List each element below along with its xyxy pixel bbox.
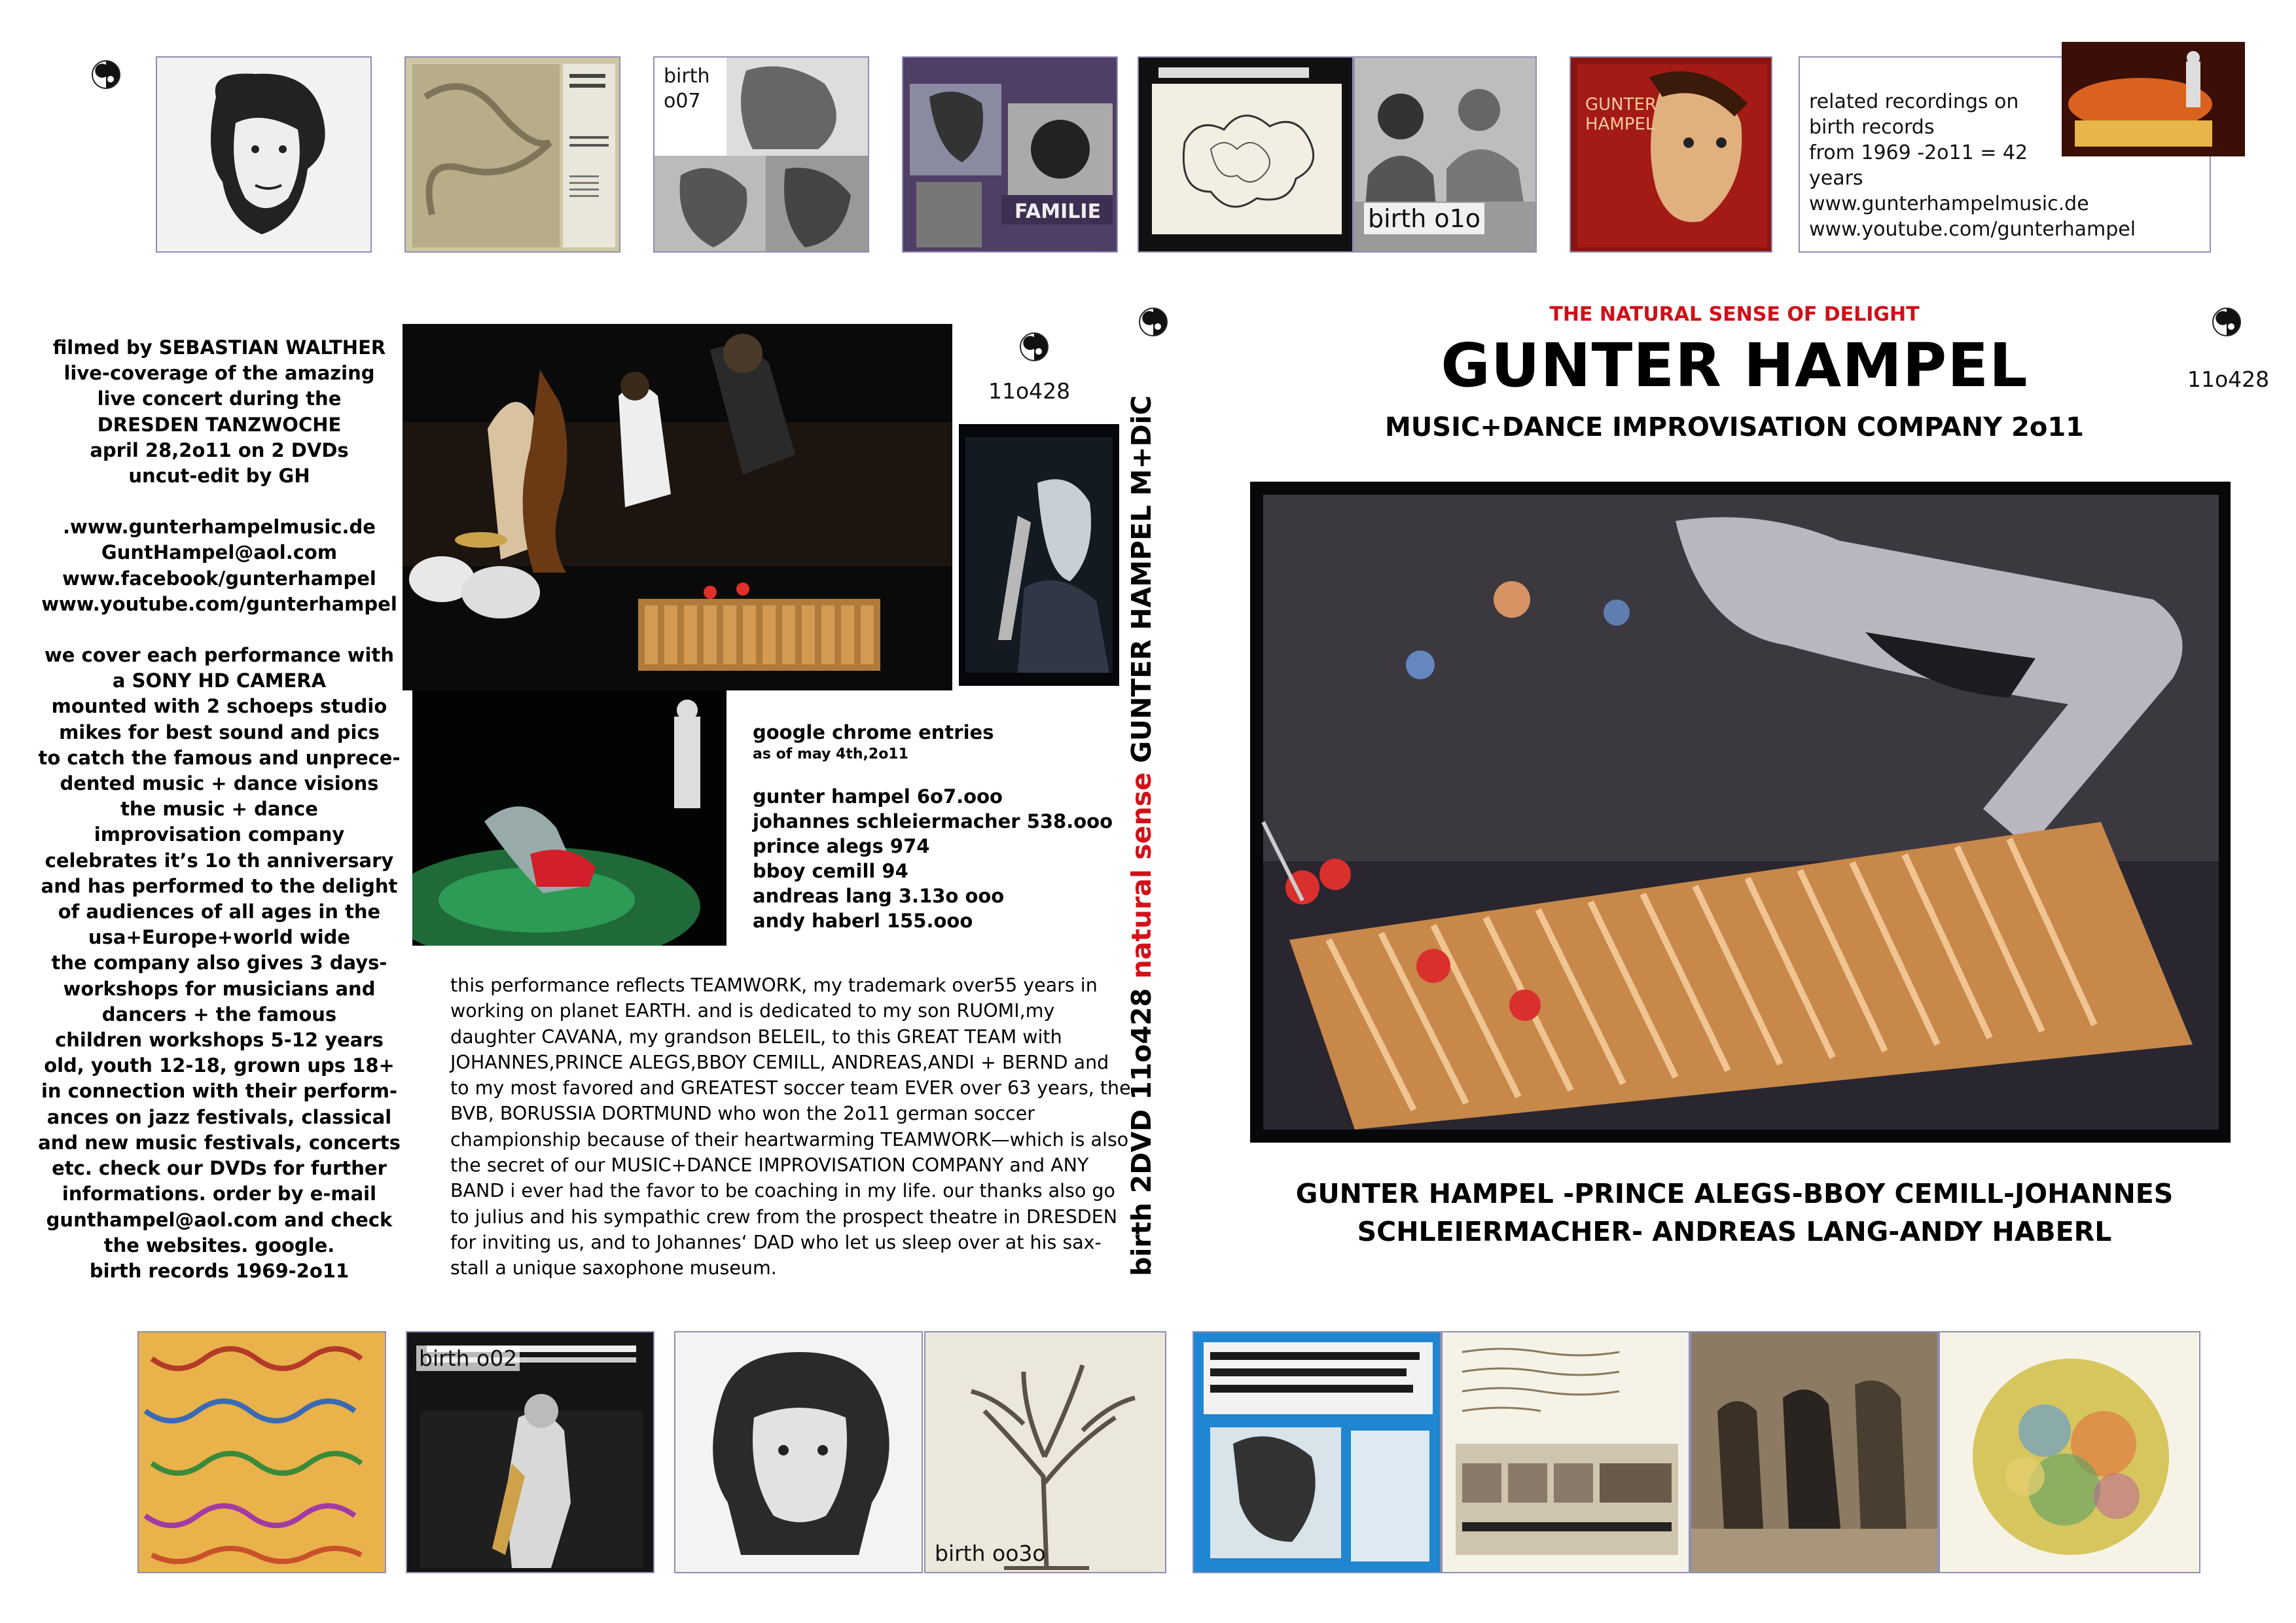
- birth-logo-front-icon: [2212, 308, 2241, 336]
- spine-text: [1126, 395, 1157, 1276]
- related-line-4: years: [1809, 167, 1863, 190]
- credits-line-1: GUNTER HAMPEL -PRINCE ALEGS-BBOY CEMILL-JOHANNES: [1295, 1178, 2174, 1209]
- thumb-birth-010: [1354, 56, 1537, 253]
- filmed-by-text: filmed by SEBASTIAN WALTHER live-coverage of the amazing live concert during the DRESDEN TANZWOCHE april 28,2o11 on 2 DVDs uncut-edit by GH: [52, 336, 386, 488]
- thumb-familie-album: [902, 56, 1118, 253]
- google-entries-block: [753, 720, 1113, 933]
- entry-item: gunter hampel 6o7.ooo: [753, 785, 1003, 808]
- dance-photo-bboy: [412, 690, 726, 946]
- related-line-3: from 1969 -2o11 = 42: [1809, 141, 2028, 164]
- related-line-6: www.youtube.com/gunterhampel: [1809, 218, 2136, 241]
- thumb-birth-0030: [924, 1331, 1166, 1573]
- entry-item: andy haberl 155.ooo: [753, 910, 973, 932]
- thumb-all-the-things-album: [1193, 1331, 1441, 1573]
- spine-title: GUNTER HAMPEL M+DiC: [1126, 395, 1157, 773]
- front-cover-main-photo: [1250, 482, 2231, 1143]
- svg-text:FAMILIE: FAMILIE: [1014, 200, 1102, 223]
- related-line-1: related recordings on: [1809, 90, 2019, 113]
- thumb-curly-portrait-album: [674, 1331, 923, 1573]
- birth-logo-spine-icon: [1139, 308, 1168, 336]
- thumb-dotted-circle-album: [1939, 1331, 2200, 1573]
- birth-0030-label: birth oo3o: [935, 1541, 1046, 1566]
- front-catalog-number: 11o428: [2187, 366, 2270, 392]
- birth-010-label: birth o1o: [1364, 203, 1484, 234]
- contact-links-text: .www.gunterhampelmusic.de GuntHampel@aol.com www.facebook/gunterhampel www.youtube.com/gunterhampel: [41, 516, 397, 615]
- entry-item: johannes schleiermacher 538.ooo: [753, 810, 1113, 832]
- entries-title: google chrome entries: [753, 721, 994, 743]
- entry-item: prince alegs 974: [753, 835, 930, 857]
- birth-007-label: birth o07: [664, 65, 710, 113]
- front-subtitle: MUSIC+DANCE IMPROVISATION COMPANY 2o11: [1384, 412, 2084, 442]
- thumb-galaxie-album: [404, 56, 620, 253]
- company-description-text: we cover each performance with a SONY HD CAMERA mounted with 2 schoeps studio mikes for best sound and pics to catch the famous and unprece- dented music + dance visions the music + dance improvisation company celebrates it’s 1o th anniversary and has performed to the delight of audiences of all ages in the usa+Europe+world wide the company also gives 3 days- workshops for musicians and dancers + the famous children workshops 5-12 years old, youth 12-18, grown ups 18+ in connection with their perform- ances on jazz festivals, classical and new music festivals, concerts etc. check our DVDs for further informations. order by e-mail gunthampel@aol.com and check the websites. google. birth records 1969-2o11: [38, 644, 401, 1282]
- related-line-5: www.gunterhampelmusic.de: [1809, 192, 2089, 215]
- related-line-2: birth records: [1809, 116, 1935, 139]
- concert-photo-saxophonist: [959, 424, 1119, 686]
- front-tagline: THE NATURAL SENSE OF DELIGHT: [1549, 303, 1920, 326]
- thumb-birth-007: [653, 56, 869, 253]
- thumb-birth-002: [406, 1331, 655, 1573]
- credits-line-2: SCHLEIERMACHER- ANDREAS LANG-ANDY HABERL: [1357, 1216, 2112, 1247]
- birth-002-label: birth o02: [416, 1346, 520, 1371]
- concert-photo-band: [403, 324, 952, 690]
- spine-natural-sense: natural sense: [1126, 772, 1157, 979]
- svg-text:HAMPEL: HAMPEL: [1585, 115, 1655, 134]
- svg-text:GUNTER: GUNTER: [1585, 95, 1657, 115]
- entries-date: as of may 4th,2o11: [753, 746, 908, 762]
- left-column-text: [26, 335, 412, 1310]
- thumb-music-of-gunter-hampel-album: [1138, 56, 1354, 253]
- front-credits: [1244, 1175, 2225, 1251]
- thumb-colorful-painting-album: [137, 1331, 386, 1573]
- thumb-red-portrait-album: [1570, 56, 1772, 253]
- stage-dance-thumbnail: [2062, 42, 2245, 156]
- thumb-portrait-drawing: [156, 56, 372, 253]
- birth-logo-back-icon: [1020, 332, 1049, 361]
- entry-item: andreas lang 3.13o ooo: [753, 885, 1005, 907]
- back-catalog-number: 11o428: [988, 378, 1071, 404]
- thumb-street-band-photo: [1690, 1331, 1939, 1573]
- teamwork-dedication-text: this performance reflects TEAMWORK, my trademark over55 years in working on planet EARTH. and is dedicated to my son RUOMI,my daughter CAVANA, my grandson BELEIL, to this GREAT TEAM with JOHANNES,PRINCE ALEGS,BBOY CEMILL, ANDREAS,ANDI + BERND and to my most favored and GREATEST soccer team EVER over 63 years, the BVB, BORUSSIA DORTMUND who won the 2o11 german soccer championship because of their heartwarming TEAMWORK—which is also the secret of our MUSIC+DANCE IMPROVISATION COMPANY and ANY BAND i ever had the favor to be coaching in my life. our thanks also go to julius and his sympathic crew from the prospect theatre in DRESDEN for inviting us, and to Johannes‘ DAD who let us sleep over at his sax-stall a unique saxophone museum.: [450, 974, 1131, 1279]
- front-title: GUNTER HAMPEL: [1441, 330, 2028, 401]
- spine-catalog: birth 2DVD 11o428: [1126, 978, 1157, 1276]
- birth-logo-icon: [92, 60, 120, 89]
- thumb-a-place-to-be-album: [1441, 1331, 1690, 1573]
- entry-item: bboy cemill 94: [753, 860, 908, 882]
